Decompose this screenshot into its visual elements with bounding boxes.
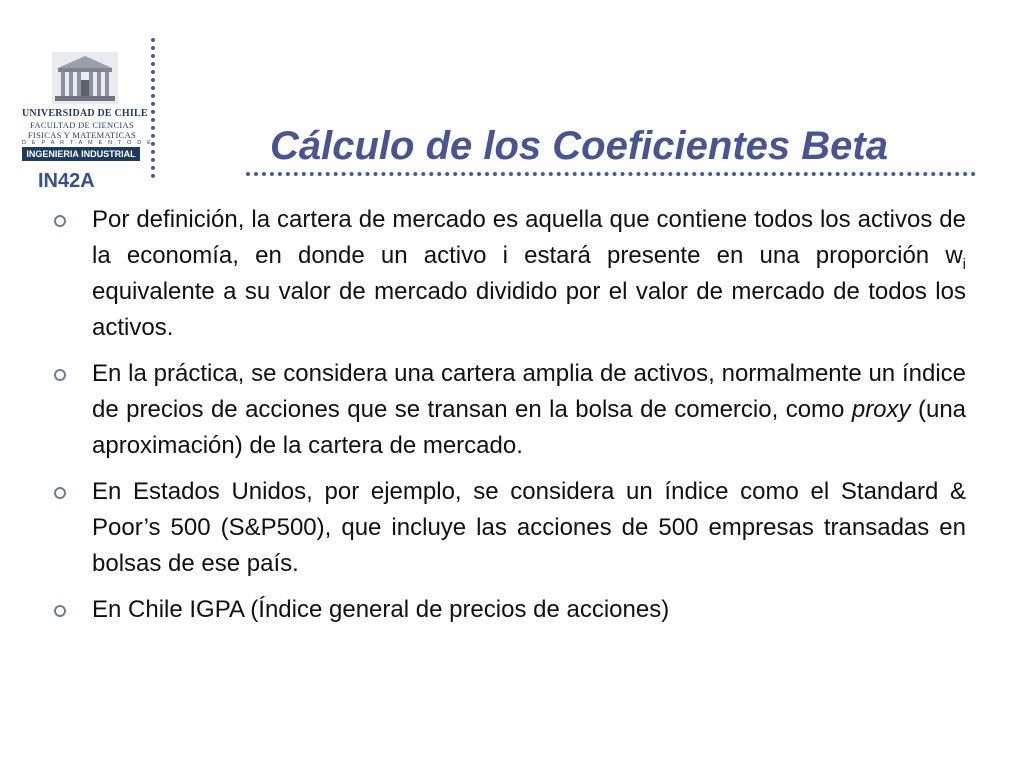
bullet-ring-icon [54,605,66,617]
bullet-ring-icon [54,215,66,227]
bullet-item [48,202,966,346]
bullet-text: En Estados Unidos, por ejemplo, se considera un índice como el Standard & Poor’s 500 (S&P500), que incluye las acciones de 500 empresas transadas en bolsas de ese país. [92,478,966,577]
logo-department-band: INGENIERIA INDUSTRIAL [22,147,140,161]
course-code: IN42A [38,170,95,192]
slide-title: Cálculo de los Coeficientes Beta [270,124,888,168]
emphasis-term: proxy [851,396,911,423]
logo-university-name: UNIVERSIDAD DE CHILE [22,108,148,119]
bullet-text [92,202,966,346]
bullet-text: En Chile IGPA (Índice general de precios de acciones) [92,596,670,623]
bullet-item [48,592,966,628]
subscript: i [962,255,966,273]
bullet-ring-icon [54,369,66,381]
bullet-list [48,202,966,638]
faculty-building-icon [52,52,118,104]
logo-department-label: D E P A R T A M E N T O D E [22,140,154,146]
title-dotted-rule [246,172,976,176]
bullet-item [48,356,966,464]
logo-faculty-line1: FACULTAD DE CIENCIAS [29,120,135,130]
bullet-text-part: Por definición, la cartera de mercado es aquella que contiene todos los activos de la economía, en donde un activo i estará presente en una proporción w [92,206,966,269]
vertical-dotted-divider [151,38,155,178]
bullet-item [48,474,966,582]
bullet-text-part: equivalente a su valor de mercado dividido por el valor de mercado de todos los activos. [92,278,966,341]
bullet-ring-icon [54,487,66,499]
bullet-text-part: (una aproximación) de la cartera de mercado. [92,396,967,459]
bullet-text [92,356,966,464]
bullet-text-part: En la práctica, se considera una cartera amplia de activos, normalmente un índice de precios de acciones que se transan en la bolsa de comercio, como [92,360,966,423]
logo-faculty-line2: FISICAS Y MATEMATICAS [27,130,137,140]
